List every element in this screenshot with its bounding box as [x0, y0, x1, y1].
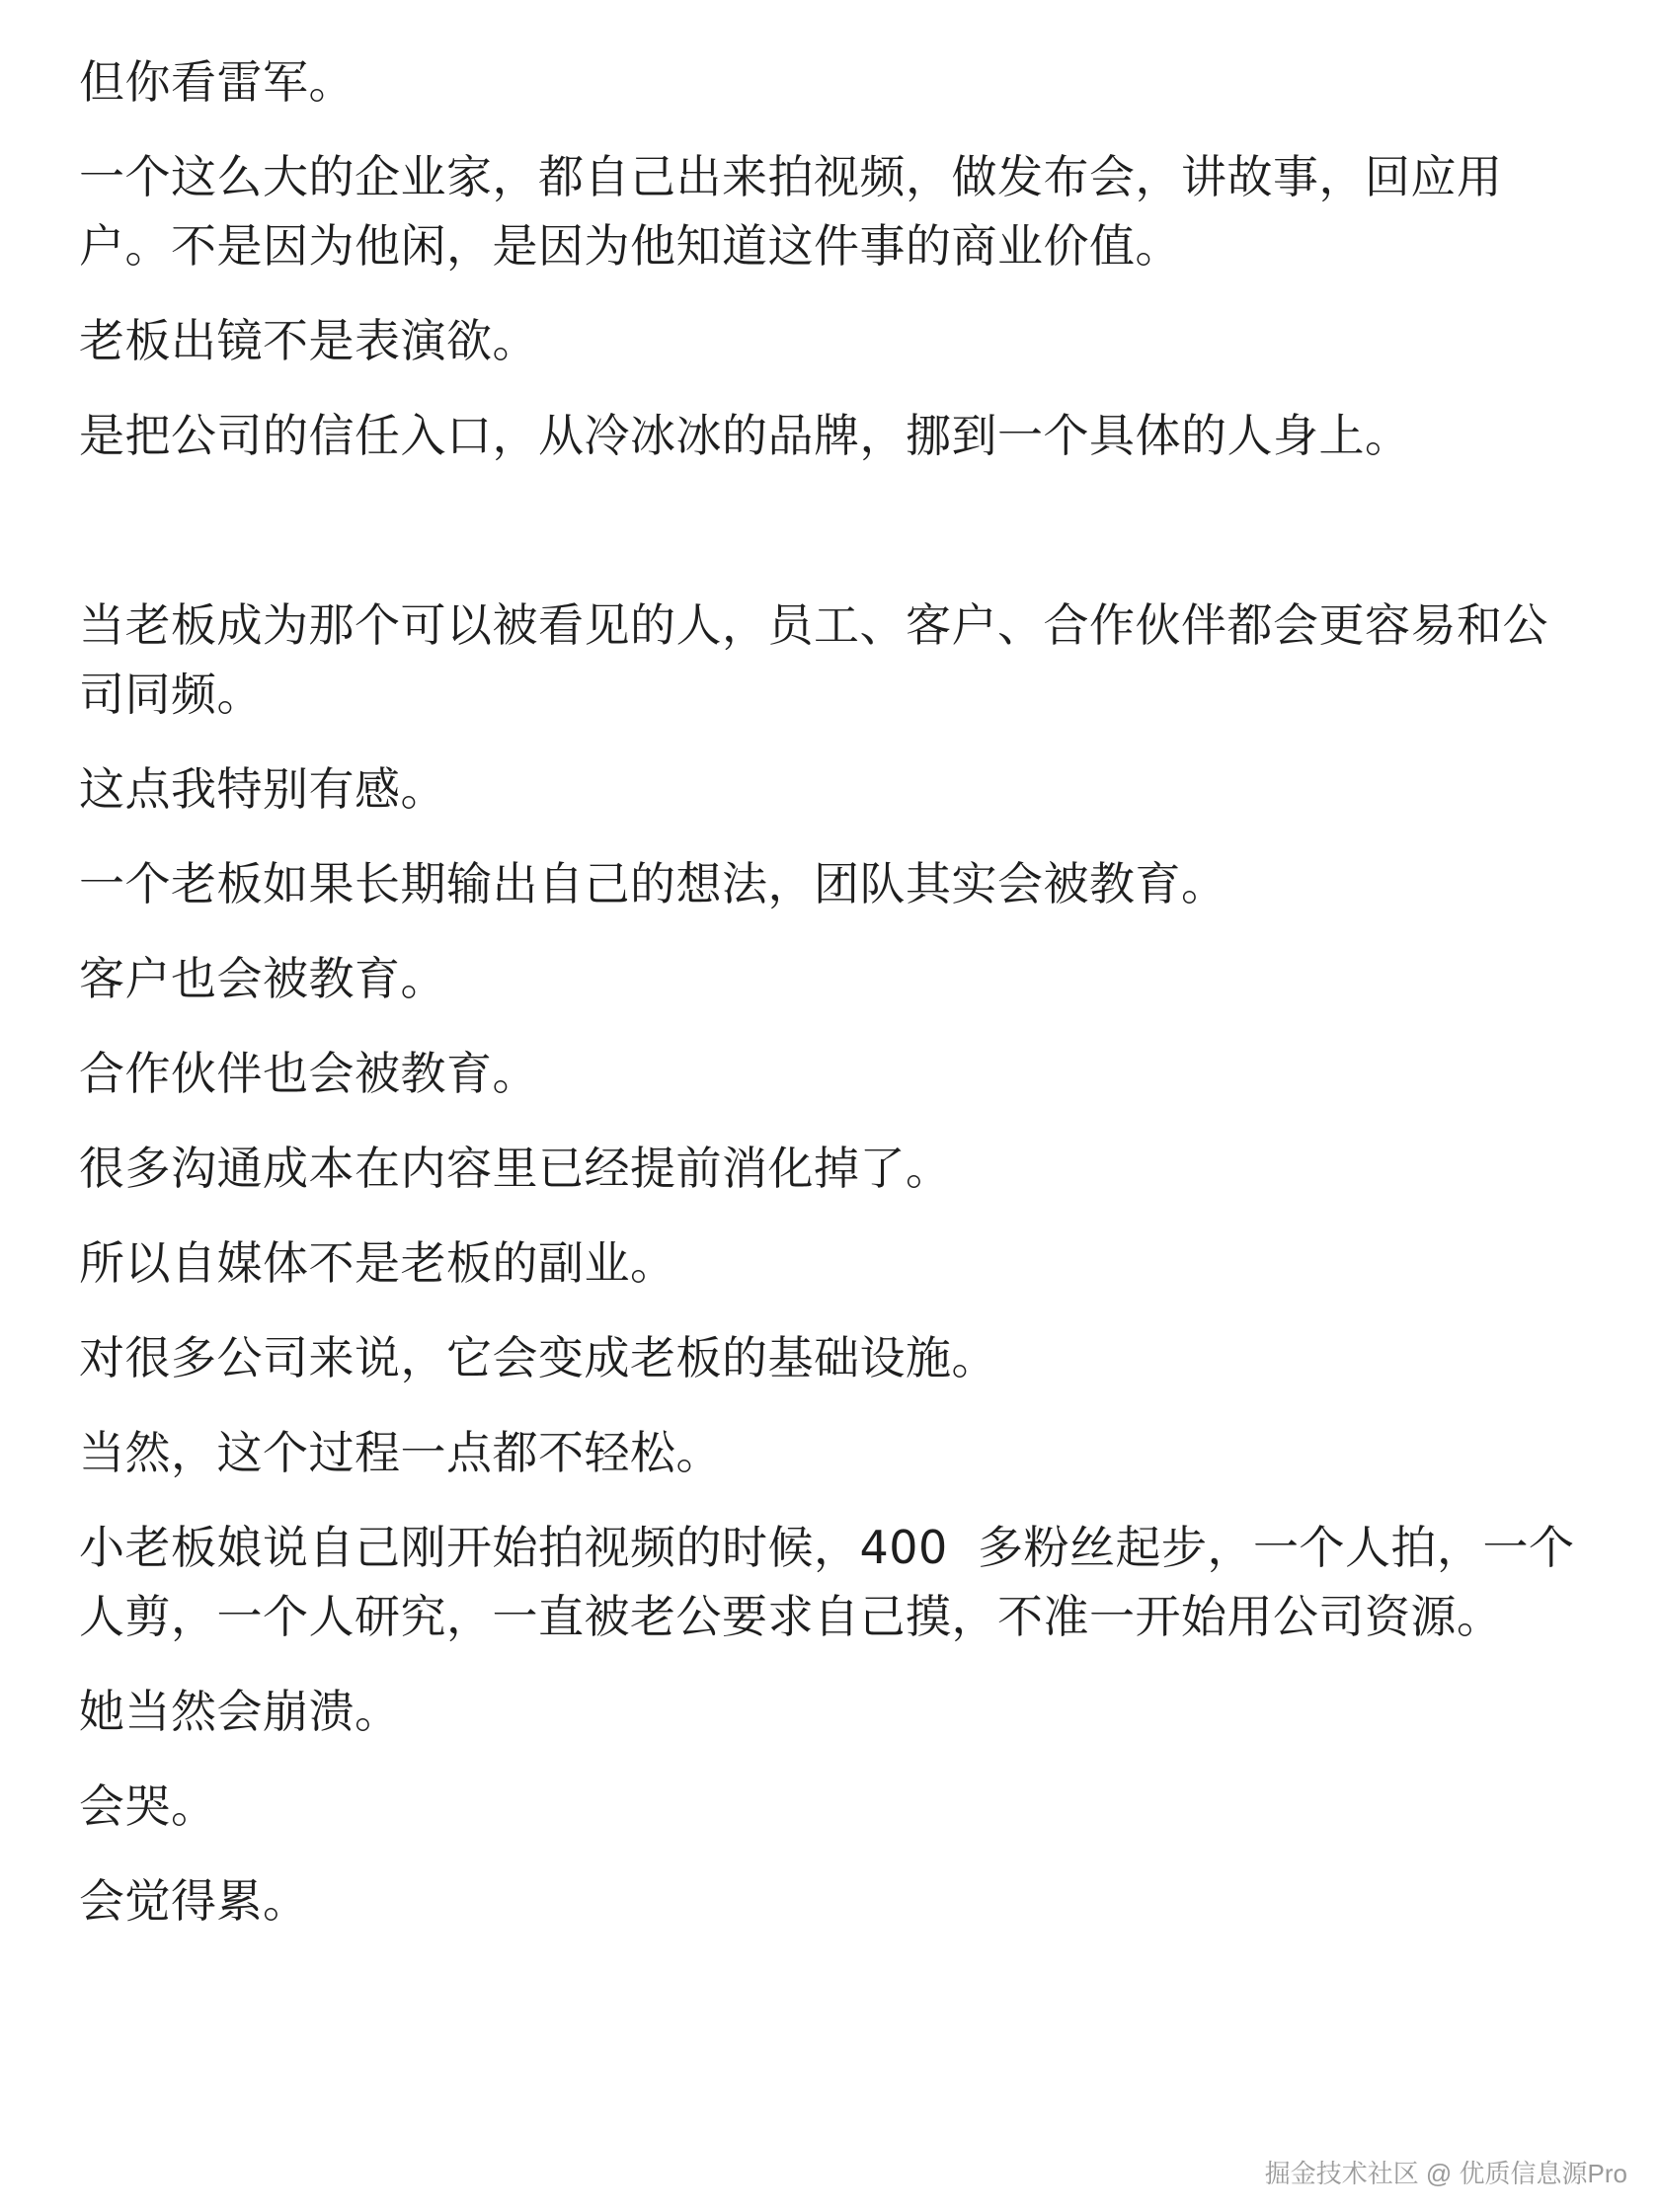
- paragraph: 这点我特别有感。: [79, 762, 446, 816]
- paragraph: 小老板娘说自己刚开始拍视频的时候，400 多粉丝起步，一个人拍，一个人剪，一个人研究，一直被老公要求自己摸，不准一开始用公司资源。: [79, 1521, 1575, 1643]
- paragraph: 但你看雷军。: [79, 55, 355, 109]
- article-body: [79, 47, 1580, 1961]
- paragraph-gap: [79, 496, 1580, 591]
- paragraph: 客户也会被教育。: [79, 952, 446, 1005]
- paragraph: 她当然会崩溃。: [79, 1685, 401, 1738]
- paragraph: 一个老板如果长期输出自己的想法，团队其实会被教育。: [79, 857, 1227, 910]
- paragraph: 对很多公司来说，它会变成老板的基础设施。: [79, 1331, 997, 1384]
- watermark: 掘金技术社区 @ 优质信息源Pro: [1264, 2159, 1627, 2188]
- paragraph: 很多沟通成本在内容里已经提前消化掉了。: [79, 1142, 952, 1195]
- paragraph: 合作伙伴也会被教育。: [79, 1047, 538, 1100]
- paragraph: 所以自媒体不是老板的副业。: [79, 1236, 676, 1290]
- paragraph: 当然，这个过程一点都不轻松。: [79, 1426, 722, 1479]
- paragraph: 老板出镜不是表演欲。: [79, 314, 538, 367]
- paragraph: 当老板成为那个可以被看见的人，员工、客户、合作伙伴都会更容易和公司同频。: [79, 598, 1548, 721]
- paragraph: 会哭。: [79, 1779, 217, 1833]
- paragraph: 是把公司的信任入口，从冷冰冰的品牌，挪到一个具体的人身上。: [79, 409, 1411, 462]
- paragraph: 一个这么大的企业家，都自己出来拍视频，做发布会，讲故事，回应用户。不是因为他闲，是因为他知道这件事的商业价值。: [79, 150, 1503, 273]
- paragraph: 会觉得累。: [79, 1874, 309, 1928]
